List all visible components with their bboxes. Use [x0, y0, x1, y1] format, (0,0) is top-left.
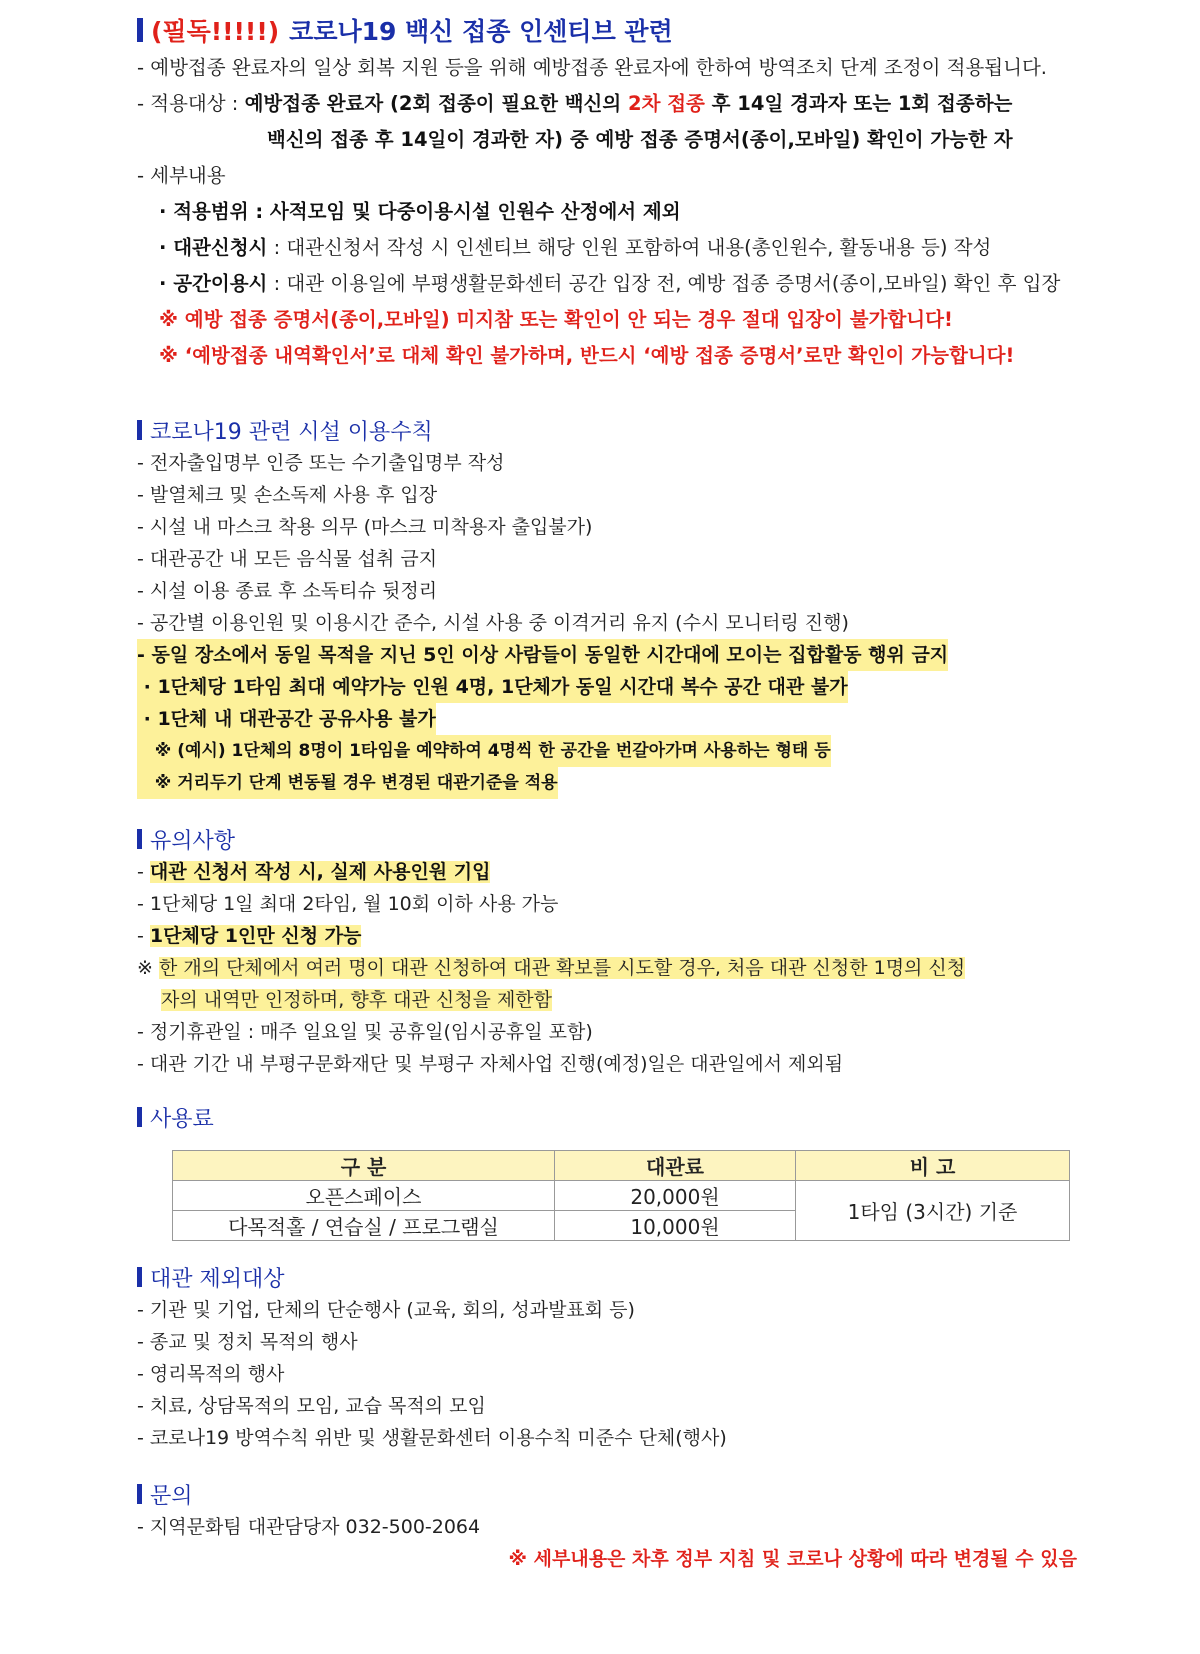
rule-highlight-item: ※ 거리두기 단계 변동될 경우 변경된 대관기준을 적용 — [137, 767, 1077, 799]
note-item: - 대관 신청서 작성 시, 실제 사용인원 기입 — [137, 861, 491, 883]
table-header: 구 분 — [173, 1151, 555, 1181]
rule-highlight-item: - 동일 장소에서 동일 목적을 지닌 5인 이상 사람들이 동일한 시간대에 모이는 집합활동 행위 금지 — [137, 639, 1077, 671]
contact-line: - 지역문화팀 대관담당자 032-500-2064 — [137, 1516, 481, 1538]
space-price: 20,000원 — [555, 1181, 796, 1211]
incentive-detail-label: - 세부내용 — [137, 164, 226, 187]
rule-highlight-item: · 1단체당 1타임 최대 예약가능 인원 4명, 1단체가 동일 시간대 복수 공간 대관 불가 — [137, 671, 1077, 703]
incentive-target: - 적용대상 : 예방접종 완료자 (2회 접종이 필요한 백신의 2차 접종 후 14일 경과자 또는 1회 접종하는 — [137, 92, 1013, 115]
change-footnote: ※ 세부내용은 차후 정부 지침 및 코로나 상황에 따라 변경될 수 있음 — [508, 1548, 1077, 1570]
excluded-item: - 기관 및 기업, 단체의 단순행사 (교육, 회의, 성과발표회 등) — [137, 1299, 635, 1321]
space-price: 10,000원 — [555, 1211, 796, 1241]
table-header-row — [173, 1151, 1070, 1181]
incentive-heading — [137, 10, 1077, 50]
note-item: - 1단체당 1인만 신청 가능 — [137, 925, 362, 947]
note-item: - 대관 기간 내 부평구문화재단 및 부평구 자체사업 진행(예정)일은 대관일에서 제외됨 — [137, 1053, 844, 1075]
heading-bar-icon — [137, 1484, 142, 1504]
incentive-heading-text: 코로나19 백신 접종 인센티브 관련 — [289, 17, 673, 46]
note-item: - 정기휴관일 : 매주 일요일 및 공휴일(임시공휴일 포함) — [137, 1021, 593, 1043]
heading-bar-icon — [137, 829, 142, 849]
excluded-section — [137, 1260, 1077, 1454]
incentive-target-line2: 백신의 접종 후 14일이 경과한 자) 중 예방 접종 증명서(종이,모바일) 확인이 가능한 자 — [267, 128, 1013, 151]
note-item: ※ 한 개의 단체에서 여러 명이 대관 신청하여 대관 확보를 시도할 경우, 처음 대관 신청한 1명의 신청 — [137, 957, 966, 979]
heading-bar-icon — [137, 1267, 142, 1287]
heading-bar-icon — [137, 420, 142, 440]
incentive-section — [137, 10, 1077, 374]
space-name: 오픈스페이스 — [173, 1181, 555, 1211]
footnote-line — [137, 1543, 1077, 1575]
must-read-label: (필독!!!!!) — [151, 17, 280, 46]
space-name: 다목적홀 / 연습실 / 프로그램실 — [173, 1211, 555, 1241]
note-item: - 1단체당 1일 최대 2타임, 월 10회 이하 사용 가능 — [137, 893, 559, 915]
note-item: 자의 내역만 인정하며, 향후 대관 신청을 제한함 — [161, 989, 553, 1011]
notes-heading: 유의사항 — [137, 822, 1077, 856]
fee-remark: 1타임 (3시간) 기준 — [796, 1181, 1070, 1241]
excluded-heading: 대관 제외대상 — [137, 1260, 1077, 1294]
rule-item: - 공간별 이용인원 및 이용시간 준수, 시설 사용 중 이격거리 유지 (수시 모니터링 진행) — [137, 612, 849, 634]
contact-heading: 문의 — [137, 1477, 1077, 1511]
notes-section — [137, 822, 1077, 1080]
fees-heading: 사용료 — [137, 1100, 1077, 1134]
rule-highlight-item: ※ (예시) 1단체의 8명이 1타임을 예약하여 4명씩 한 공간을 번갈아가며 사용하는 형태 등 — [137, 735, 1077, 767]
rule-item: - 발열체크 및 손소독제 사용 후 입장 — [137, 484, 438, 506]
incentive-space-use: · 공간이용시 : 대관 이용일에 부평생활문화센터 공간 입장 전, 예방 접종 증명서(종이,모바일) 확인 후 입장 — [159, 272, 1061, 295]
excluded-item: - 영리목적의 행사 — [137, 1363, 285, 1385]
contact-section — [137, 1477, 1077, 1575]
rules-section — [137, 413, 1077, 799]
rule-item: - 시설 내 마스크 착용 의무 (마스크 미착용자 출입불가) — [137, 516, 593, 538]
incentive-apply: · 대관신청시 : 대관신청서 작성 시 인센티브 해당 인원 포함하여 내용(총인원수, 활동내용 등) 작성 — [159, 236, 992, 259]
rule-item: - 전자출입명부 인증 또는 수기출입명부 작성 — [137, 452, 505, 474]
excluded-item: - 종교 및 정치 목적의 행사 — [137, 1331, 358, 1353]
heading-bar-icon — [137, 1107, 142, 1127]
fees-section — [137, 1100, 1077, 1134]
heading-bar-icon — [137, 18, 143, 42]
table-header: 비 고 — [796, 1151, 1070, 1181]
rule-item: - 대관공간 내 모든 음식물 섭취 금지 — [137, 548, 438, 570]
table-row — [173, 1181, 1070, 1211]
rules-heading: 코로나19 관련 시설 이용수칙 — [137, 413, 1077, 447]
incentive-intro: - 예방접종 완료자의 일상 회복 지원 등을 위해 예방접종 완료자에 한하여 방역조치 단계 조정이 적용됩니다. — [137, 56, 1048, 79]
incentive-scope: · 적용범위 : 사적모임 및 다중이용시설 인원수 산정에서 제외 — [159, 200, 681, 223]
rule-item: - 시설 이용 종료 후 소독티슈 뒷정리 — [137, 580, 438, 602]
excluded-item: - 치료, 상담목적의 모임, 교습 목적의 모임 — [137, 1395, 486, 1417]
rule-highlight-item: · 1단체 내 대관공간 공유사용 불가 — [137, 703, 1077, 735]
warning-substitute: ※ ‘예방접종 내역확인서’로 대체 확인 불가하며, 반드시 ‘예방 접종 증명서’로만 확인이 가능합니다! — [159, 344, 1015, 367]
excluded-item: - 코로나19 방역수칙 위반 및 생활문화센터 이용수칙 미준수 단체(행사) — [137, 1427, 727, 1449]
fees-table — [172, 1150, 1070, 1241]
warning-certificate: ※ 예방 접종 증명서(종이,모바일) 미지참 또는 확인이 안 되는 경우 절대 입장이 불가합니다! — [159, 308, 953, 331]
table-header: 대관료 — [555, 1151, 796, 1181]
